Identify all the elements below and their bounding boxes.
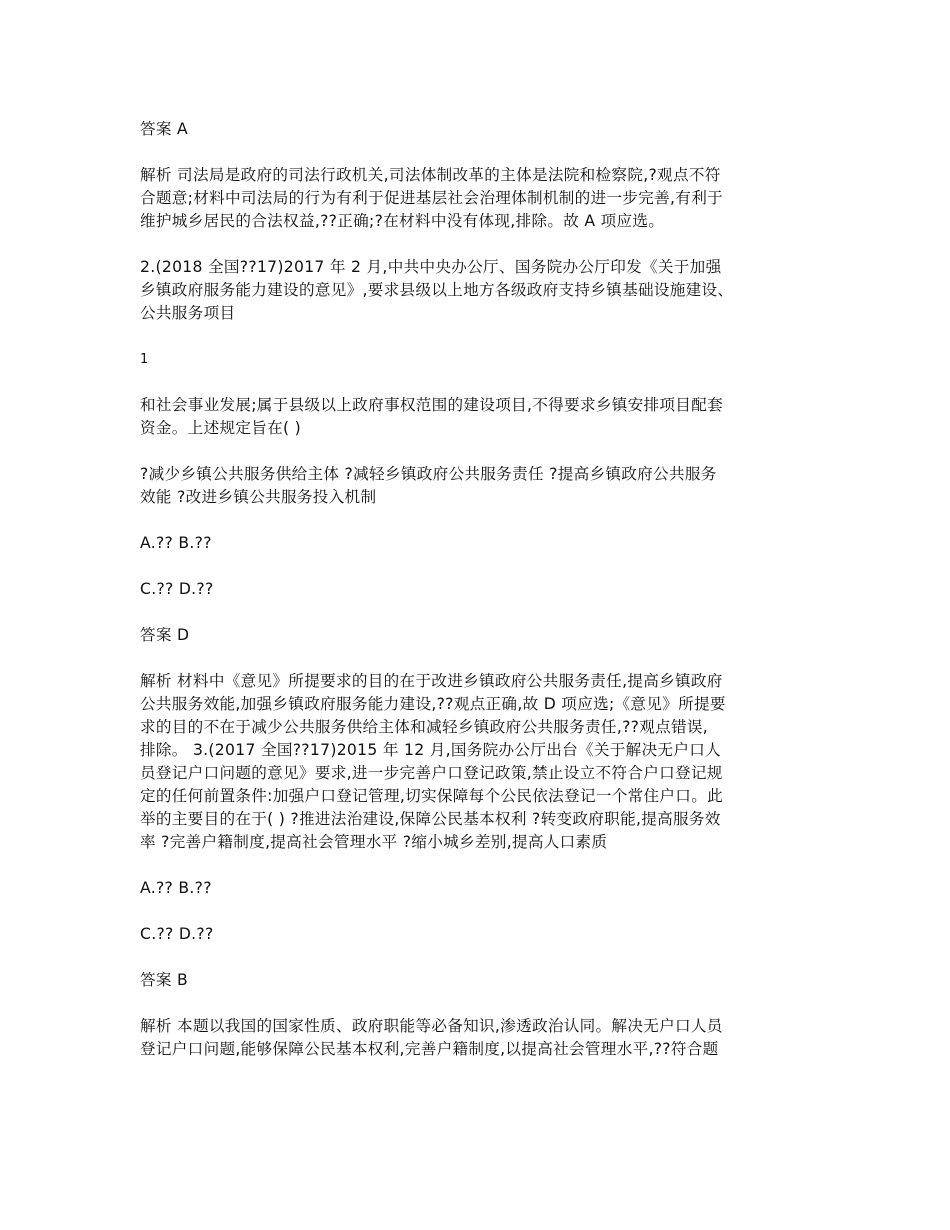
question-2-continued	[140, 394, 816, 440]
text-line: 解析 司法局是政府的司法行政机关,司法体制改革的主体是法院和检察院,?观点不符	[140, 166, 721, 184]
question-3-options-cd	[140, 923, 816, 946]
text-line: 资金。上述规定旨在( )	[140, 419, 302, 437]
explanation-1	[140, 164, 816, 233]
question-2-statements	[140, 463, 816, 509]
option-line: C.?? D.??	[140, 925, 214, 943]
answer-3	[140, 969, 816, 992]
explanation-3	[140, 1015, 816, 1061]
page-number	[140, 348, 816, 371]
text-line: 求的目的不在于减少公共服务供给主体和减轻乡镇政府公共服务责任,??观点错误,	[140, 718, 709, 736]
text-line: 乡镇政府服务能力建设的意见》,要求县级以上地方各级政府支持乡镇基础设施建设、	[140, 281, 734, 299]
text-line: 员登记户口问题的意见》要求,进一步完善户口登记政策,禁止设立不符合户口登记规	[140, 764, 723, 782]
answer-1	[140, 118, 816, 141]
text-line: 2.(2018 全国??17)2017 年 2 月,中共中央办公厅、国务院办公厅印发《关于加强	[140, 258, 722, 276]
text-line: 维护城乡居民的合法权益,??正确;?在材料中没有体现,排除。故 A 项应选。	[140, 212, 665, 230]
option-line: A.?? B.??	[140, 534, 212, 552]
text-line: 合题意;材料中司法局的行为有利于促进基层社会治理体制机制的进一步完善,有利于	[140, 189, 723, 207]
answer-line: 答案 D	[140, 626, 190, 644]
text-line: ?减少乡镇公共服务供给主体 ?减轻乡镇政府公共服务责任 ?提高乡镇政府公共服务	[140, 465, 717, 483]
text-line: 和社会事业发展;属于县级以上政府事权范围的建设项目,不得要求乡镇安排项目配套	[140, 396, 723, 414]
question-3-options-ab	[140, 877, 816, 900]
answer-line: 答案 B	[140, 971, 189, 989]
answer-2	[140, 624, 816, 647]
text-line: 效能 ?改进乡镇公共服务投入机制	[140, 488, 377, 506]
option-line: C.?? D.??	[140, 580, 214, 598]
answer-line: 答案 A	[140, 120, 189, 138]
explanation-2	[140, 670, 816, 854]
text-line: 解析 材料中《意见》所提要求的目的在于改进乡镇政府公共服务责任,提高乡镇政府	[140, 672, 723, 690]
text-line: 排除。 3.(2017 全国??17)2015 年 12 月,国务院办公厅出台《关于解决无户口人	[140, 741, 722, 759]
text-line: 率 ?完善户籍制度,提高社会管理水平 ?缩小城乡差别,提高人口素质	[140, 833, 608, 851]
text-line: 定的任何前置条件:加强户口登记管理,切实保障每个公民依法登记一个常住户口。此	[140, 787, 723, 805]
text-line: 登记户口问题,能够保障公民基本权利,完善户籍制度,以提高社会管理水平,??符合题	[140, 1040, 719, 1058]
document-page	[140, 118, 816, 1061]
text-line: 公共服务效能,加强乡镇政府服务能力建设,??观点正确,故 D 项应选;《意见》所提要	[140, 695, 726, 713]
option-line: A.?? B.??	[140, 879, 212, 897]
page-number-text: 1	[140, 352, 149, 367]
text-line: 举的主要目的在于( ) ?推进法治建设,保障公民基本权利 ?转变政府职能,提高服务效	[140, 810, 721, 828]
text-line: 解析 本题以我国的国家性质、政府职能等必备知识,渗透政治认同。解决无户口人员	[140, 1017, 723, 1035]
question-2	[140, 256, 816, 325]
text-line: 公共服务项目	[140, 304, 236, 322]
question-2-options-ab	[140, 532, 816, 555]
question-2-options-cd	[140, 578, 816, 601]
